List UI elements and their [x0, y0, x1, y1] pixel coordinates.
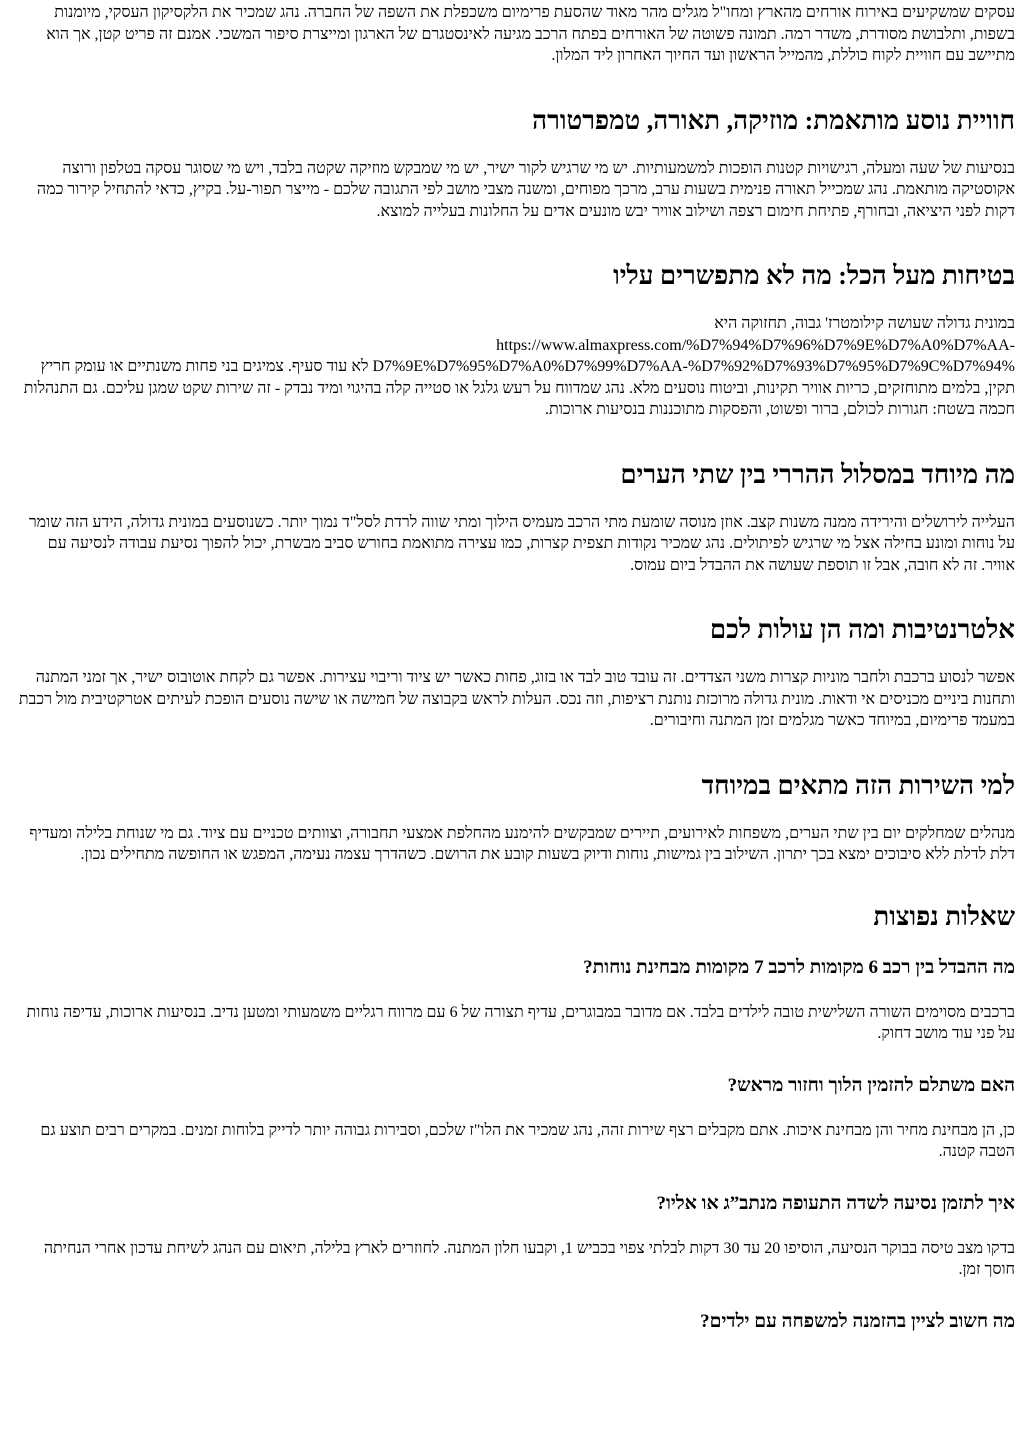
safety-text-before-link: במונית גדולה שעושה קילומטרז' גבוה, תחזוקה היא	[714, 315, 1015, 332]
faq-answer: כן, הן מבחינת מחיר והן מבחינת איכות. אתם מקבלים רצף שירות זהה, נהג שמכיר את הלו"ז שלכם, וסבירות גבוהה יותר לדייק בלוחות זמנים. במקרים רבים תוצע גם הטבה קטנה.	[40, 1121, 1015, 1160]
faq-question: האם משתלם להזמין הלוך וחזור מראש?	[727, 1074, 1015, 1096]
section-text-passenger-experience: בנסיעות של שעה ומעלה, רגישויות קטנות הופכות למשמעותיות. יש מי שרגיש לקור ישיר, יש מי שמבקש מוזיקה שקטה בלבד, ויש מי שסוגר עסקה בטלפון ורוצה אקוסטיקה מותאמת. נהג שמכייל תאורה פנימית בשעות ערב, מרכך מפוחים, ומשנה מצבי מושב לפי התגובה שלכם - מייצר תפור-על. בקיץ, כדאי להתחיל קירור כמה דקות לפני היציאה, ובחורף, פתיחת חימום רצפה ושילוב אוויר יבש מונעים אדים על החלונות בעלייה למוצא.	[36, 159, 1015, 220]
safety-url-line-2[interactable]: %D7%9E%D7%95%D7%A0%D7%99%D7%AA-%D7%92%D7%93%D7%95%D7%9C%D7%94	[372, 358, 1015, 375]
section-title-mountain-route: מה מיוחד במסלול ההררי בין שתי הערים	[620, 459, 1015, 489]
intro-paragraph: עסקים שמשקיעים באירוח אורחים מהארץ ומחו"ל מגלים מהר מאוד שהסעת פרימיום משכפלת את השפה של החברה. נהג שמכיר את הלקסיקון העסקי, מיומנות בשפות, ותלבושת מסודרת, משדר רמה. תמונה פשוטה של האורחים בפתח הרכב מגיעה לאינסטגרם של הארגון ומייצרת סיפור המשכי. אמנם זה פריט קטן, אך הוא מתיישב עם חוויית לקוח כוללת, מהמייל הראשון ועד החיוך האחרון ליד המלון.	[46, 4, 1015, 64]
section-title-passenger-experience: חוויית נוסע מותאמת: מוזיקה, תאורה, טמפרטורה	[532, 105, 1015, 135]
safety-text-after-link: לא עוד סעיף. צמיגים בני פחות משנתיים או עומק חריץ תקין, בלמים מתוחזקים, כריות אוויר תקינות, וביטוח נוסעים מלא. נהג שמדווח על רעש גלגל או סטייה קלה בהיגוי ומיד נבדק - זה שירות שקט שמגן עליכם. גם התנהלות חכמה בשטח: חגורות לכולם, ברור ופשוט, והפסקות מתוכננות בנסיעות ארוכות.	[23, 358, 1015, 418]
faq-answer: ברכבים מסוימים השורה השלישית טובה לילדים בלבד. אם מדובר במבוגרים, עדיף תצורה של 6 עם מרווח רגליים משמעותי ומטען נדיב. בנסיעות ארוכות, עדיפה נוחות על פני עוד מושב דחוק.	[26, 1003, 1015, 1042]
section-text-who-fits: מנהלים שמחלקים יום בין שתי הערים, משפחות לאירועים, תיירים שמבקשים להימנע מהחלפת אמצעי תחבורה, וצוותים טכניים עם ציוד. גם מי שנוחת בלילה ומעדיף דלת לדלת ללא סיבוכים ימצא בכך יתרון. השילוב בין גמישות, נוחות ודיוק בשעות קובע את הרושם. כשהדרך עצמה נעימה, המפגש או החופשה מתחילים נכון.	[29, 824, 1015, 863]
section-title-safety: בטיחות מעל הכל: מה לא מתפשרים עליו	[613, 261, 1015, 290]
faq-question: מה ההבדל בין רכב 6 מקומות לרכב 7 מקומות מבחינת נוחות?	[583, 956, 1015, 978]
faq-question: מה חשוב לציין בהזמנה למשפחה עם ילדים?	[700, 1310, 1015, 1332]
faq-title: שאלות נפוצות	[873, 901, 1015, 931]
section-text-mountain-route: העלייה לירושלים והירידה ממנה משנות קצב. אוזן מנוסה שומעת מתי הרכב מעמיס הילוך ומתי שווה לרדת לסל"ד נמוך יותר. כשנוסעים במונית גדולה, הידע הזה שומר על נוחות ומונע בחילה אצל מי שרגיש לפיתולים. נהג שמכיר נקודות תצפית קצרות, כמו עצירה מתואמת בחורש סביב מבשרת, יכול להפוך נסיעת עבודה לנסיעה עם אוויר. זה לא חובה, אבל זו תוספת שעושה את ההבדל ביום עמוס.	[28, 513, 1015, 574]
faq-question: איך לתזמן נסיעה לשדה התעופה מנתב”ג או אליו?	[656, 1192, 1015, 1214]
faq-answer: בדקו מצב טיסה בבוקר הנסיעה, הוסיפו 20 עד 30 דקות לבלתי צפוי בכביש 1, וקבעו חלון המתנה. לחוזרים לארץ בלילה, תיאום עם הנהג לשיחת עדכון אחרי הנחיתה חוסך זמן.	[43, 1239, 1015, 1278]
section-text-alternatives: אפשר לנסוע ברכבת ולחבר מוניות קצרות משני הצדדים. זה עובד טוב לבד או בזוג, פחות כאשר יש ציוד וריבוי עצירות. אפשר גם לקחת אוטובוס ישיר, אך זמני המתנה ותחנות ביניים מכניסים אי ודאות. מונית גדולה מרוכזת נותנת רציפות, וזה נכס. העלות לראש בקבוצה של חמישה או שישה נוסעים הופכת לעיתים אטרקטיבית מול רכבת במעמד פרימיום, במיוחד כאשר מגלמים זמן המתנה וחיבורים.	[18, 669, 1015, 729]
section-title-who-fits: למי השירות הזה מתאים במיוחד	[701, 770, 1015, 800]
section-title-alternatives: אלטרנטיבות ומה הן עולות לכם	[709, 615, 1015, 644]
section-text-safety	[10, 313, 1015, 421]
safety-url-line-1[interactable]: https://www.almaxpress.com/%D7%94%D7%96%D7%9E%D7%A0%D7%AA-	[496, 336, 1015, 354]
